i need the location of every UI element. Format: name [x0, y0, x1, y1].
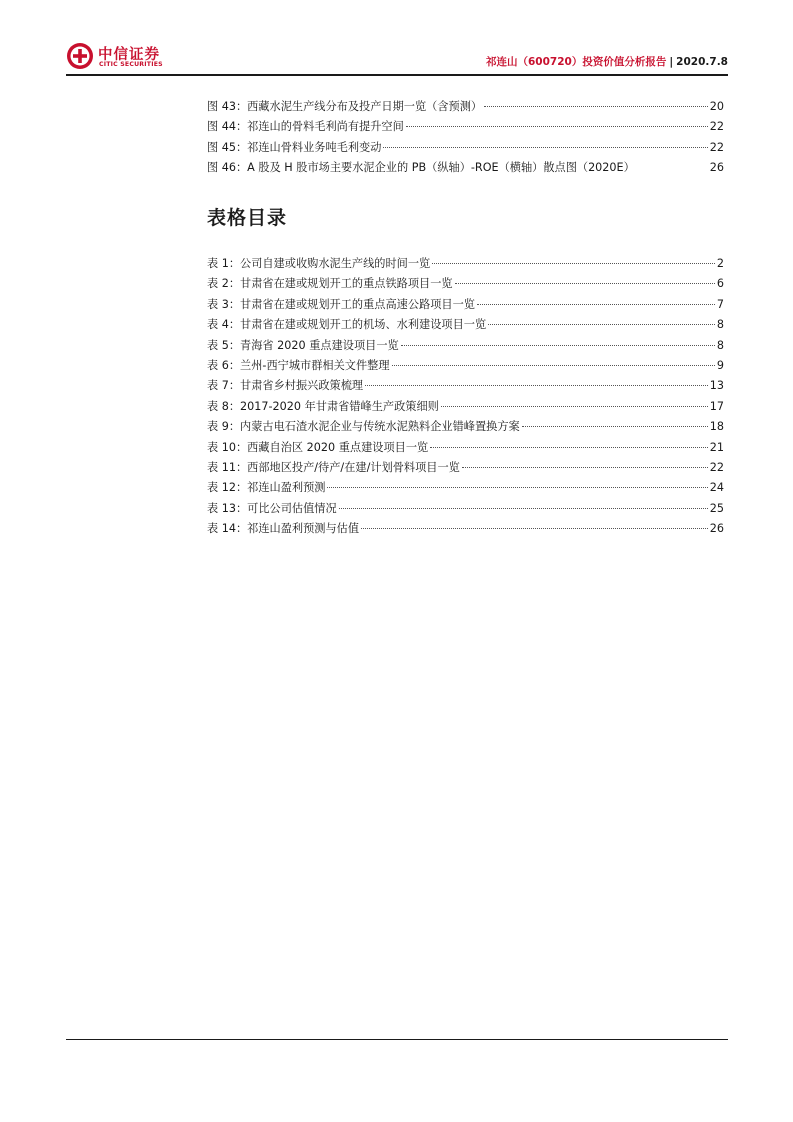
toc-entry-page: 8 — [716, 338, 724, 352]
toc-entry-page: 26 — [709, 522, 724, 536]
toc-entry-page: 13 — [709, 379, 724, 393]
toc-entry[interactable] — [207, 519, 724, 539]
toc-leader-dots — [522, 426, 708, 427]
toc-entry[interactable] — [207, 417, 724, 437]
toc-entry-page: 2 — [716, 257, 724, 270]
toc-leader-dots — [339, 508, 708, 509]
toc-entry[interactable] — [207, 158, 724, 178]
toc-entry[interactable] — [207, 356, 724, 376]
page-header — [66, 40, 728, 76]
toc-entry-label: 表 3：甘肃省在建或规划开工的重点高速公路项目一览 — [207, 297, 475, 311]
brand-name-cn: 中信证券 — [98, 47, 160, 63]
toc-entry[interactable] — [207, 295, 724, 315]
toc-leader-dots — [488, 324, 715, 325]
figure-list — [207, 97, 724, 179]
brand-name-en: CITIC SECURITIES — [99, 61, 163, 68]
toc-entry-label: 表 8：2017-2020 年甘肃省错峰生产政策细则 — [207, 399, 439, 413]
toc-entry-page: 8 — [716, 318, 724, 332]
toc-entry-page: 17 — [709, 399, 724, 413]
toc-entry[interactable] — [207, 458, 724, 478]
toc-entry-page: 20 — [709, 100, 724, 113]
tables-section-title: 表格目录 — [207, 207, 288, 229]
toc-entry-label: 图 45：祁连山骨料业务吨毛利变动 — [207, 140, 382, 154]
toc-entry[interactable] — [207, 274, 724, 294]
toc-leader-dots — [432, 263, 715, 264]
toc-entry-label: 表 4：甘肃省在建或规划开工的机场、水利建设项目一览 — [207, 318, 487, 332]
header-divider — [66, 74, 728, 76]
toc-leader-dots — [361, 528, 708, 529]
toc-entry-label: 图 46：A 股及 H 股市场主要水泥企业的 PB（纵轴）-ROE（横轴）散点图（2020E） — [207, 161, 635, 175]
report-title-text: 祁连山（600720）投资价值分析报告 — [485, 56, 667, 68]
toc-entry[interactable] — [207, 97, 724, 117]
toc-entry[interactable] — [207, 117, 724, 137]
toc-entry-page: 21 — [709, 440, 724, 454]
toc-entry-label: 表 9：内蒙古电石渣水泥企业与传统水泥熟料企业错峰置换方案 — [207, 420, 520, 434]
citic-logo — [66, 40, 186, 74]
toc-leader-dots — [365, 385, 708, 386]
toc-entry-page: 7 — [716, 297, 724, 311]
toc-leader-dots — [392, 365, 715, 366]
toc-leader-dots — [430, 447, 708, 448]
toc-entry-label: 表 2：甘肃省在建或规划开工的重点铁路项目一览 — [207, 277, 453, 291]
toc-entry-label: 图 43：西藏水泥生产线分布及投产日期一览（含预测） — [207, 100, 483, 113]
toc-entry-page: 25 — [709, 501, 724, 515]
toc-leader-dots — [462, 467, 708, 468]
title-separator: | — [669, 56, 674, 68]
toc-entry-page: 9 — [716, 358, 724, 372]
toc-entry-label: 表 13：可比公司估值情况 — [207, 501, 337, 515]
toc-entry-page: 26 — [709, 161, 724, 175]
footer-divider — [66, 1039, 728, 1040]
toc-leader-dots — [406, 126, 708, 127]
toc-entry-label: 表 1：公司自建或收购水泥生产线的时间一览 — [207, 257, 431, 270]
toc-entry-label: 表 11：西部地区投产/待产/在建/计划骨料项目一览 — [207, 460, 460, 474]
toc-entry[interactable] — [207, 438, 724, 458]
toc-entry[interactable] — [207, 336, 724, 356]
citic-logo-icon — [66, 42, 94, 70]
toc-entry[interactable] — [207, 397, 724, 417]
toc-leader-dots — [455, 283, 715, 284]
toc-entry[interactable] — [207, 478, 724, 498]
toc-leader-dots — [383, 147, 707, 148]
toc-entry-label: 表 5：青海省 2020 重点建设项目一览 — [207, 338, 399, 352]
toc-entry-label: 表 7：甘肃省乡村振兴政策梳理 — [207, 379, 364, 393]
toc-entry-page: 22 — [709, 140, 724, 154]
toc-leader-dots — [441, 406, 708, 407]
toc-entry-page: 22 — [709, 120, 724, 134]
toc-entry[interactable] — [207, 499, 724, 519]
toc-entry-page: 24 — [709, 481, 724, 495]
toc-entry[interactable] — [207, 138, 724, 158]
toc-entry-label: 图 44：祁连山的骨料毛利尚有提升空间 — [207, 120, 404, 134]
toc-entry[interactable] — [207, 254, 724, 274]
table-list — [207, 254, 724, 539]
report-title — [486, 54, 728, 69]
toc-entry-page: 18 — [709, 420, 724, 434]
toc-leader-dots — [477, 304, 715, 305]
toc-leader-dots — [484, 106, 708, 107]
toc-entry-label: 表 6：兰州-西宁城市群相关文件整理 — [207, 358, 390, 372]
toc-leader-dots — [327, 487, 707, 488]
toc-entry-page: 6 — [716, 277, 724, 291]
toc-entry-label: 表 14：祁连山盈利预测与估值 — [207, 522, 360, 536]
report-date: 2020.7.8 — [676, 56, 728, 68]
toc-entry-label: 表 10：西藏自治区 2020 重点建设项目一览 — [207, 440, 429, 454]
toc-entry-label: 表 12：祁连山盈利预测 — [207, 481, 326, 495]
toc-entry[interactable] — [207, 315, 724, 335]
toc-leader-dots — [401, 345, 715, 346]
toc-entry-page: 22 — [709, 460, 724, 474]
toc-entry[interactable] — [207, 376, 724, 396]
